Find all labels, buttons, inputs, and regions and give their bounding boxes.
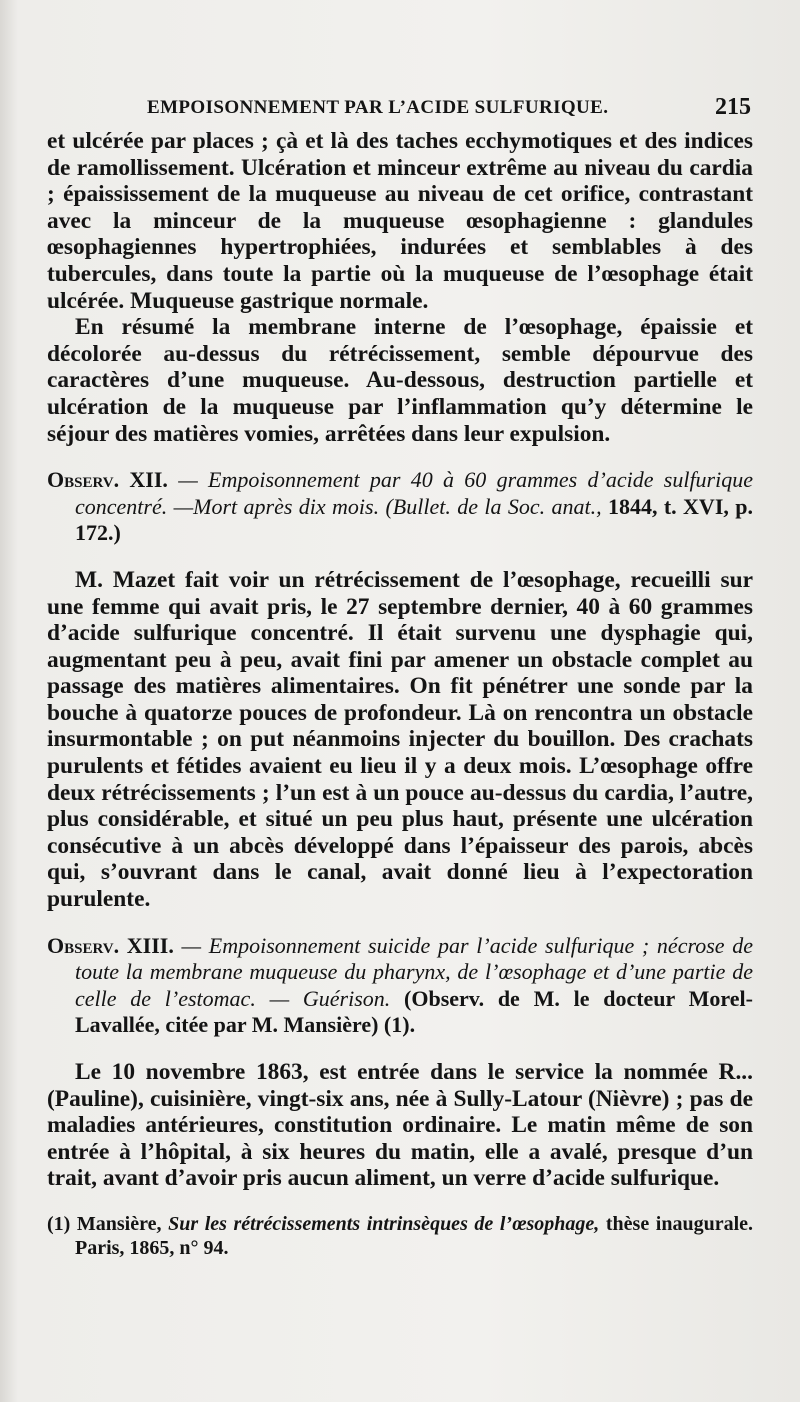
paragraph-autopsy-findings: et ulcérée par places ; çà et là des taches ecchymotiques et des indices de ramollissement. Ulcération et minceur extrême au niveau du cardia ; épaississement de la muqueuse au niveau de cet orifice, contrastant avec la minceur de la muqueuse œsophagienne : glandules œsophagiennes hypertrophiées, indurées et semblables à des tubercules, dans toute la partie où la muqueuse de l’œsophage était ulcérée. Muqueuse gastrique normale. (47, 128, 753, 314)
running-title: EMPOISONNEMENT PAR L’ACIDE SULFURIQUE. (147, 97, 609, 118)
observation-title: — Empoisonnement par 40 à 60 grammes d’acide sulfurique concentré. —Mort après dix mois. (Bullet. de la Soc. anat., (75, 467, 753, 519)
footnote-rest: thèse inaugurale. Paris, 1865, n° 94. (75, 1212, 754, 1259)
footnote-title: Sur les rétrécissements intrinsèques de l’œsophage, (168, 1212, 600, 1235)
observation-reference: (Observ. de M. le docteur Morel-Lavallée, citée par M. Mansière) (1). (75, 985, 753, 1038)
paragraph-mazet-case: M. Mazet fait voir un rétrécissement de l’œsophage, recueilli sur une femme qui avait pris, le 27 septembre dernier, 40 à 60 grammes d’acide sulfurique concentré. Il était survenu une dysphagie qui, augmentant peu à peu, avait fini par amener un obstacle complet au passage des matières alimentaires. On fit pénétrer une sonde par la bouche à quatorze pouces de profondeur. Là on rencontra un obstacle insurmontable ; on put néanmoins injecter du bouillon. Des crachats purulents et fétides avaient eu lieu il y a deux mois. L’œsophage offre deux rétrécissements ; l’un est à un pouce au-dessus du cardia, l’autre, plus considérable, et situé un peu plus haut, présente une ulcération consécutive à un abcès développé dans l’épaisseur des parois, abcès qui, s’ouvrant dans le canal, avait donné lieu à l’expectoration purulente. (47, 566, 753, 913)
observation-label: Observ. XII. (47, 467, 168, 493)
page-body (47, 94, 753, 1260)
page-number: 215 (715, 94, 751, 120)
paragraph-pauline-case: Le 10 novembre 1863, est entrée dans le service la nommée R... (Pauline), cuisinière, vingt-six ans, née à Sully-Latour (Nièvre) ; pas de maladies antérieures, constitution ordinaire. Le matin même de son entrée à l’hôpital, à six heures du matin, elle a avalé, presque d’un trait, avant d’avoir pris aucun aliment, un verre d’acide sulfurique. (47, 1059, 753, 1192)
observation-label: Observ. XIII. (47, 932, 174, 958)
observation-heading-xiii (47, 933, 753, 1039)
observation-reference: 1844, t. XVI, p. 172.) (75, 493, 753, 546)
observation-heading-xii (47, 467, 753, 547)
observation-title: — Empoisonnement suicide par l’acide sulfurique ; nécrose de toute la membrane muqueuse du pharynx, de l’œsophage et d’une partie de celle de l’estomac. — Guérison. (75, 932, 753, 1011)
footnote-marker: (1) Mansière, (47, 1212, 162, 1235)
page-header (47, 94, 753, 128)
paragraph-summary: En résumé la membrane interne de l’œsophage, épaissie et décolorée au-dessus du rétrécissement, semble dépourvue des caractères d’une muqueuse. Au-dessous, destruction partielle et ulcération de la muqueuse par l’inflammation qu’y détermine le séjour des matières vomies, arrêtées dans leur expulsion. (47, 314, 753, 447)
footnote (47, 1212, 753, 1260)
